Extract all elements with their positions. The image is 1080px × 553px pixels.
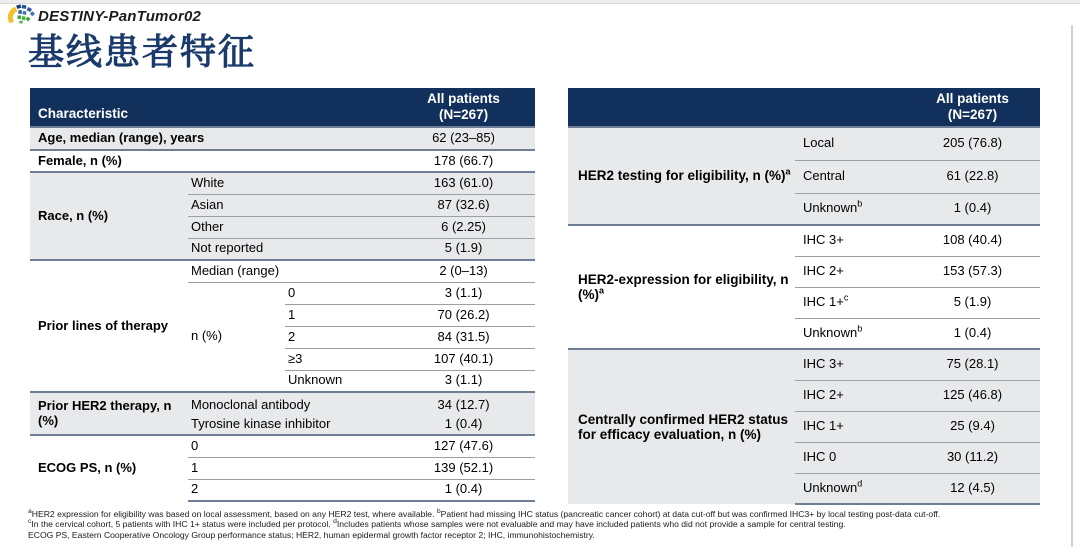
value-cell: 30 (11.2) (905, 442, 1040, 473)
prior-lines-value-cell: 107 (40.1) (392, 348, 535, 370)
footnote-text: Includes patients whose samples were not evaluable and may have included patients who did not provide a sample for central testing. (336, 519, 846, 530)
race-sub-cell: Asian (188, 194, 392, 216)
race-sub-cell: Not reported (188, 238, 392, 260)
sub-cell: Unknown$^d$ (795, 473, 905, 504)
sub-cell: Local (795, 127, 905, 160)
footnote-line (28, 530, 1048, 540)
central-her2-label-cell: Centrally confirmed HER2 status for efficacy evaluation, n (%) (568, 349, 795, 504)
table-row (30, 172, 535, 194)
header-line2: (N=267) (438, 107, 489, 122)
table-row (568, 225, 1040, 256)
table-row (30, 127, 535, 150)
table-row (30, 435, 535, 457)
her2-testing-label-cell: HER2 testing for eligibility, n (%)$^a$ (568, 127, 795, 225)
prior-her2-value-line: 34 (12.7) (437, 396, 490, 412)
prior-lines-sub2-cell: 0 (285, 282, 392, 304)
header-line1: All patients (936, 91, 1009, 107)
ecog-sub-cell: 2 (188, 479, 392, 501)
sub-cell: IHC 3+ (795, 225, 905, 256)
footnote-marker: c (28, 518, 32, 526)
footnote-marker: a (785, 166, 791, 177)
ecog-sub-cell: 1 (188, 457, 392, 479)
race-label-cell: Race, n (%) (30, 172, 188, 260)
sub-cell: Central (795, 160, 905, 193)
header-line2: (N=267) (947, 107, 998, 122)
footnote-marker: d (857, 478, 863, 489)
her2-expression-label-cell: HER2-expression for eligibility, n (%)$^a$ (568, 225, 795, 349)
age-value-cell: 62 (23–85) (392, 127, 535, 150)
value-cell: 125 (46.8) (905, 380, 1040, 411)
age-label-cell: Age, median (range), years (30, 127, 392, 150)
all-patients-header-cell (905, 88, 1040, 127)
female-value-cell: 178 (66.7) (392, 150, 535, 172)
sub-cell: Unknown$^b$ (795, 193, 905, 225)
footnote-marker: b (857, 199, 863, 210)
table-header-row (30, 88, 535, 127)
page-title: 基线患者特征 (28, 31, 257, 72)
race-value-cell: 163 (61.0) (392, 172, 535, 194)
race-value-cell: 5 (1.9) (392, 238, 535, 260)
footnotes (28, 509, 1048, 540)
her2-status-table (568, 88, 1040, 505)
prior-lines-value-cell: 84 (31.5) (392, 326, 535, 348)
sub-cell: Unknown$^b$ (795, 318, 905, 349)
race-value-cell: 87 (32.6) (392, 194, 535, 216)
race-sub-cell: White (188, 172, 392, 194)
prior-lines-label-cell: Prior lines of therapy (30, 260, 188, 392)
all-patients-header-cell (392, 88, 535, 127)
footnote-marker: b (436, 508, 441, 516)
footnote-line (28, 519, 1048, 529)
characteristic-header-cell: Characteristic (30, 88, 392, 127)
table-row (568, 349, 1040, 380)
table-row (30, 150, 535, 172)
ecog-label-cell: ECOG PS, n (%) (30, 435, 188, 501)
value-cell: 108 (40.4) (905, 225, 1040, 256)
footnote-text: Patient had missing IHC status (pancreatic cancer cohort) at data cut-off but was confirmed IHC3+ by local testing post-data cut-off. (440, 509, 941, 519)
value-cell: 25 (9.4) (905, 411, 1040, 442)
prior-lines-sub2-cell: 1 (285, 304, 392, 326)
table-header-row (568, 88, 1040, 127)
prior-lines-value-cell: 3 (1.1) (392, 370, 535, 392)
ecog-value-cell: 139 (52.1) (392, 457, 535, 479)
ecog-value-cell: 1 (0.4) (392, 479, 535, 501)
prior-her2-sub-line: Tyrosine kinase inhibitor (191, 415, 331, 431)
race-value-cell: 6 (2.25) (392, 216, 535, 238)
footnote-marker: d (333, 518, 337, 526)
footnote-text: ECOG PS, Eastern Cooperative Oncology Group performance status; HER2, human epidermal growth factor receptor 2; IHC, immunohistochemistry. (28, 529, 595, 540)
ecog-value-cell: 127 (47.6) (392, 435, 535, 457)
sub-cell: IHC 2+ (795, 256, 905, 287)
header-line1: All patients (427, 91, 500, 107)
value-cell: 1 (0.4) (905, 318, 1040, 349)
prior-lines-value-cell: 3 (1.1) (392, 282, 535, 304)
sub-cell: IHC 2+ (795, 380, 905, 411)
value-cell: 5 (1.9) (905, 287, 1040, 318)
race-sub-cell: Other (188, 216, 392, 238)
value-cell: 12 (4.5) (905, 473, 1040, 504)
prior-her2-sub-cell (188, 392, 392, 435)
footnote-marker: a (599, 285, 605, 296)
prior-her2-value-line: 1 (0.4) (444, 415, 483, 431)
window-top-edge (0, 0, 1080, 4)
value-cell: 61 (22.8) (905, 160, 1040, 193)
value-cell: 1 (0.4) (905, 193, 1040, 225)
footnote-text: In the cervical cohort, 5 patients with IHC 1+ status were included per protocol. (31, 519, 334, 530)
blank-header-cell (568, 88, 905, 127)
footnote-line (28, 509, 1048, 519)
prior-her2-value-cell (392, 392, 535, 435)
prior-lines-value-cell: 70 (26.2) (392, 304, 535, 326)
prior-lines-sub2-cell: 2 (285, 326, 392, 348)
prior-lines-value-cell: 2 (0–13) (392, 260, 535, 282)
prior-her2-label-cell: Prior HER2 therapy, n (%) (30, 392, 188, 435)
footnote-text: HER2 expression for eligibility was based on local assessment, based on any HER2 test, where available. (31, 509, 437, 519)
sub-cell: IHC 1+$^c$ (795, 287, 905, 318)
table-row (568, 127, 1040, 160)
prior-lines-sub2-cell: Unknown (285, 370, 392, 392)
study-name-label: DESTINY-PanTumor02 (38, 8, 202, 25)
value-cell: 205 (76.8) (905, 127, 1040, 160)
footnote-marker: b (857, 323, 863, 334)
n-pct-label-cell: n (%) (188, 282, 285, 392)
table-row (30, 392, 535, 435)
female-label-cell: Female, n (%) (30, 150, 392, 172)
value-cell: 153 (57.3) (905, 256, 1040, 287)
table-row (30, 260, 535, 282)
sub-cell: IHC 1+ (795, 411, 905, 442)
baseline-characteristics-table (30, 88, 535, 502)
prior-lines-sub2-cell: ≥3 (285, 348, 392, 370)
sub-cell: IHC 0 (795, 442, 905, 473)
footnote-marker: a (28, 508, 32, 516)
sub-cell: IHC 3+ (795, 349, 905, 380)
prior-lines-sub-cell: Median (range) (188, 260, 392, 282)
scrollbar-track[interactable] (1071, 25, 1073, 547)
footnote-marker: c (843, 292, 849, 303)
value-cell: 75 (28.1) (905, 349, 1040, 380)
ecog-sub-cell: 0 (188, 435, 392, 457)
prior-her2-sub-line: Monoclonal antibody (191, 396, 311, 412)
